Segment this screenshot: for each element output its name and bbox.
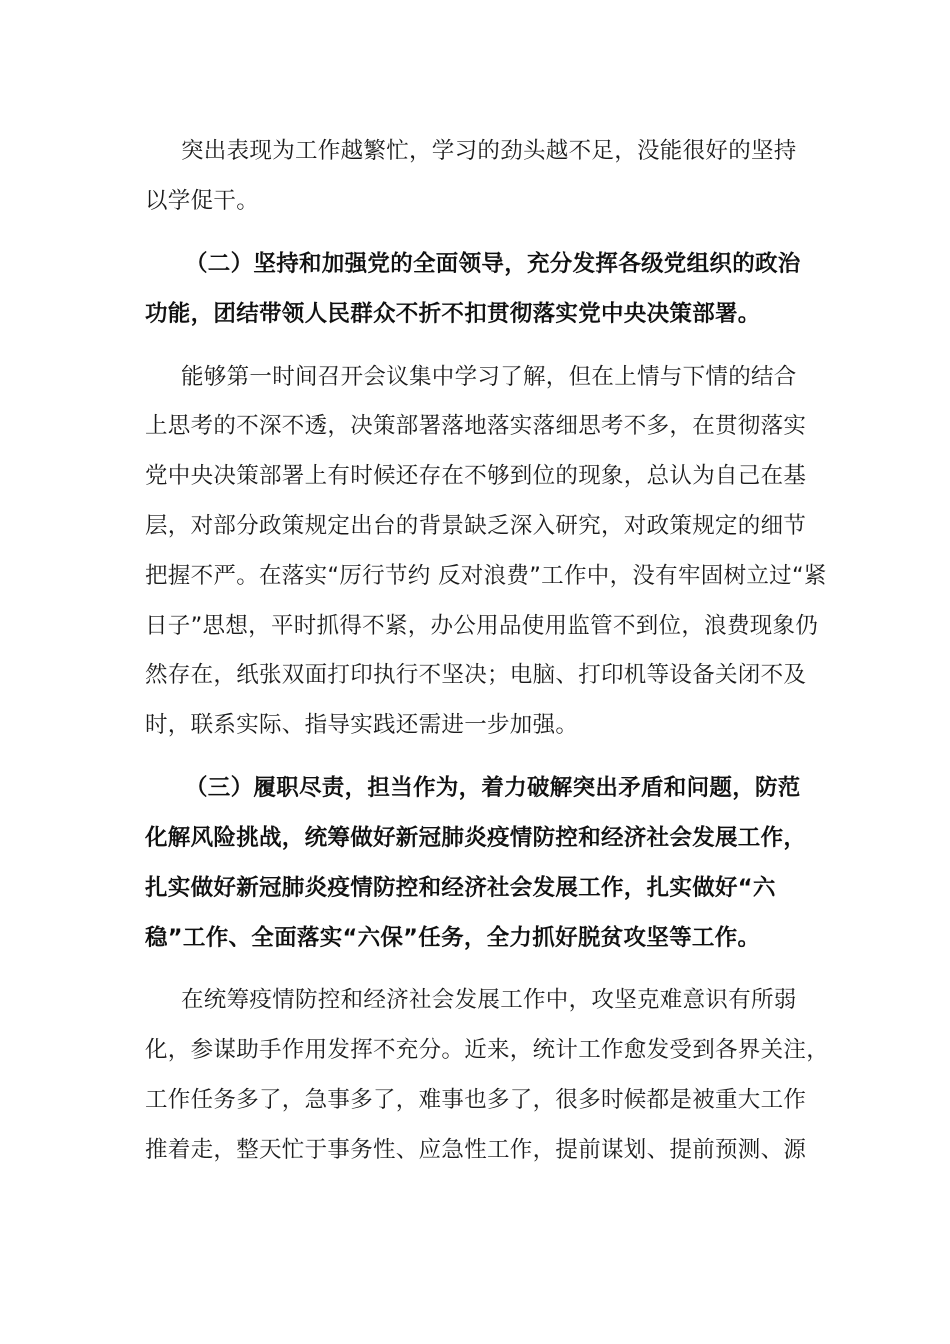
paragraph-2-line-1: 能够第一时间召开会议集中学习了解，但在上情与下情的结合 bbox=[181, 364, 797, 390]
paragraph-3-line-3: 工作任务多了，急事多了，难事也多了，很多时候都是被重大工作 bbox=[145, 1087, 807, 1113]
paragraph-2-line-6: 日子”思想，平时抓得不紧，办公用品使用监管不到位，浪费现象仍 bbox=[145, 613, 819, 639]
paragraph-3-line-1: 在统筹疫情防控和经济社会发展工作中，攻坚克难意识有所弱 bbox=[181, 987, 797, 1013]
paragraph-2-line-3: 党中央决策部署上有时候还存在不够到位的现象，总认为自己在基 bbox=[145, 463, 807, 489]
paragraph-2-line-2: 上思考的不深不透，决策部署落地落实落细思考不多，在贯彻落实 bbox=[145, 413, 807, 439]
section-heading-2-line-2: 功能，团结带领人民群众不折不扣贯彻落实党中央决策部署。 bbox=[145, 301, 761, 327]
paragraph-2-line-4: 层，对部分政策规定出台的背景缺乏深入研究，对政策规定的细节 bbox=[145, 513, 807, 539]
section-heading-3-line-4: 稳”工作、全面落实“六保”任务，全力抓好脱贫攻坚等工作。 bbox=[145, 925, 761, 951]
section-heading-3-line-3: 扎实做好新冠肺炎疫情防控和经济社会发展工作，扎实做好“六 bbox=[145, 875, 776, 901]
section-heading-3-line-1: （三）履职尽责，担当作为，着力破解突出矛盾和问题，防范 bbox=[185, 775, 801, 801]
section-heading-2-line-1: （二）坚持和加强党的全面领导，充分发挥各级党组织的政治 bbox=[185, 251, 801, 277]
paragraph-1-line-1: 突出表现为工作越繁忙，学习的劲头越不足，没能很好的坚持 bbox=[181, 138, 797, 164]
paragraph-1-line-2: 以学促干。 bbox=[145, 188, 260, 214]
paragraph-3-line-4: 推着走，整天忙于事务性、应急性工作，提前谋划、提前预测、源 bbox=[145, 1137, 807, 1163]
paragraph-3-line-2: 化，参谋助手作用发挥不充分。近来，统计工作愈发受到各界关注， bbox=[145, 1037, 830, 1063]
section-heading-3-line-2: 化解风险挑战，统筹做好新冠肺炎疫情防控和经济社会发展工作， bbox=[145, 825, 807, 851]
paragraph-2-line-7: 然存在，纸张双面打印执行不坚决；电脑、打印机等设备关闭不及 bbox=[145, 662, 807, 688]
paragraph-2-line-8: 时，联系实际、指导实践还需进一步加强。 bbox=[145, 712, 579, 738]
paragraph-2-line-5: 把握不严。在落实“厉行节约 反对浪费”工作中，没有牢固树立过“紧 bbox=[145, 563, 827, 589]
